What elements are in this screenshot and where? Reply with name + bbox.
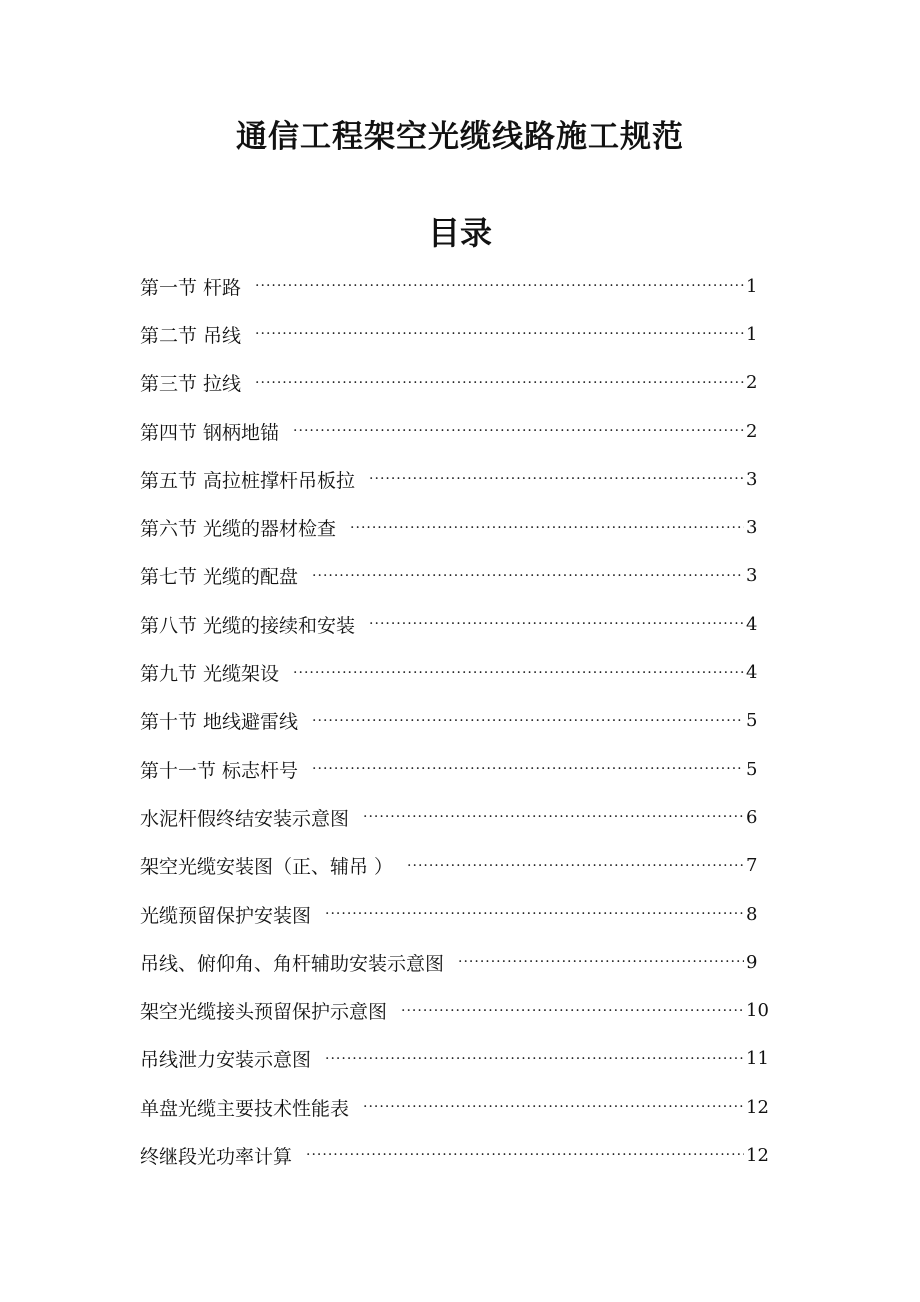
toc-entry-label: 第六节 光缆的器材检查 <box>140 518 337 541</box>
toc-leader-dots <box>325 906 744 922</box>
toc-leader-dots <box>312 568 744 584</box>
toc-entry[interactable] <box>140 310 770 358</box>
table-of-contents <box>140 262 770 1180</box>
toc-entry-page: 1 <box>746 323 758 345</box>
toc-leader-dots <box>407 858 744 874</box>
toc-entry-page: 7 <box>746 855 758 877</box>
toc-entry-label: 第一节 杆路 <box>140 276 242 299</box>
toc-entry-label: 第八节 光缆的接续和安装 <box>140 614 356 637</box>
toc-entry[interactable] <box>140 600 770 648</box>
toc-entry-page: 11 <box>746 1048 769 1070</box>
toc-leader-dots <box>369 471 744 487</box>
toc-leader-dots <box>369 616 744 632</box>
toc-entry-label: 架空光缆安装图（正、辅吊 ） <box>140 856 394 879</box>
toc-entry[interactable] <box>140 1131 770 1179</box>
toc-leader-dots <box>401 1003 744 1019</box>
toc-leader-dots <box>255 375 744 391</box>
toc-leader-dots <box>325 1051 744 1067</box>
toc-leader-dots <box>312 761 744 777</box>
toc-entry-label: 吊线、俯仰角、角杆辅助安装示意图 <box>140 952 445 975</box>
toc-entry-label: 架空光缆接头预留保护示意图 <box>140 1001 388 1024</box>
toc-leader-dots <box>363 809 744 825</box>
toc-leader-dots <box>363 1099 744 1115</box>
toc-leader-dots <box>458 954 744 970</box>
toc-entry-page: 12 <box>746 1096 769 1118</box>
toc-entry-page: 2 <box>746 420 758 442</box>
toc-heading: 目录 <box>427 214 492 252</box>
toc-entry[interactable] <box>140 552 770 600</box>
toc-entry-label: 第九节 光缆架设 <box>140 663 280 686</box>
toc-entry[interactable] <box>140 359 770 407</box>
toc-entry-page: 5 <box>746 758 758 780</box>
toc-entry[interactable] <box>140 793 770 841</box>
toc-entry-label: 第十一节 标志杆号 <box>140 759 299 782</box>
toc-entry[interactable] <box>140 503 770 551</box>
toc-entry[interactable] <box>140 890 770 938</box>
toc-leader-dots <box>293 423 744 439</box>
toc-entry[interactable] <box>140 1083 770 1131</box>
toc-entry-page: 3 <box>746 565 758 587</box>
toc-entry-page: 10 <box>746 1000 769 1022</box>
toc-leader-dots <box>312 713 744 729</box>
toc-entry-page: 12 <box>746 1144 769 1166</box>
toc-entry-label: 单盘光缆主要技术性能表 <box>140 1097 350 1120</box>
toc-entry-label: 第四节 钢柄地锚 <box>140 421 280 444</box>
toc-entry-label: 光缆预留保护安装图 <box>140 904 312 927</box>
toc-entry-page: 3 <box>746 468 758 490</box>
toc-entry-page: 4 <box>746 662 758 684</box>
toc-entry-label: 水泥杆假终结安装示意图 <box>140 807 350 830</box>
toc-leader-dots <box>255 278 744 294</box>
toc-entry[interactable] <box>140 938 770 986</box>
toc-entry-label: 第三节 拉线 <box>140 373 242 396</box>
toc-entry[interactable] <box>140 1035 770 1083</box>
toc-entry-label: 终继段光功率计算 <box>140 1145 293 1168</box>
toc-entry-page: 5 <box>746 710 758 732</box>
toc-entry-page: 3 <box>746 517 758 539</box>
toc-entry-page: 2 <box>746 372 758 394</box>
toc-entry[interactable] <box>140 745 770 793</box>
toc-entry[interactable] <box>140 986 770 1034</box>
toc-leader-dots <box>293 665 744 681</box>
toc-entry-page: 9 <box>746 951 758 973</box>
toc-leader-dots <box>350 520 744 536</box>
toc-leader-dots <box>306 1147 744 1163</box>
toc-entry-label: 第二节 吊线 <box>140 324 242 347</box>
toc-entry-label: 吊线泄力安装示意图 <box>140 1049 312 1072</box>
toc-entry[interactable] <box>140 407 770 455</box>
toc-entry[interactable] <box>140 648 770 696</box>
toc-entry[interactable] <box>140 455 770 503</box>
toc-entry-page: 4 <box>746 613 758 635</box>
toc-entry-page: 8 <box>746 903 758 925</box>
toc-entry-label: 第五节 高拉桩撑杆吊板拉 <box>140 469 356 492</box>
toc-entry-label: 第十节 地线避雷线 <box>140 711 299 734</box>
toc-entry-page: 1 <box>746 275 758 297</box>
toc-entry-page: 6 <box>746 806 758 828</box>
document-title: 通信工程架空光缆线路施工规范 <box>236 119 684 155</box>
toc-entry[interactable] <box>140 842 770 890</box>
toc-entry[interactable] <box>140 697 770 745</box>
toc-entry-label: 第七节 光缆的配盘 <box>140 566 299 589</box>
toc-entry[interactable] <box>140 262 770 310</box>
toc-leader-dots <box>255 326 744 342</box>
